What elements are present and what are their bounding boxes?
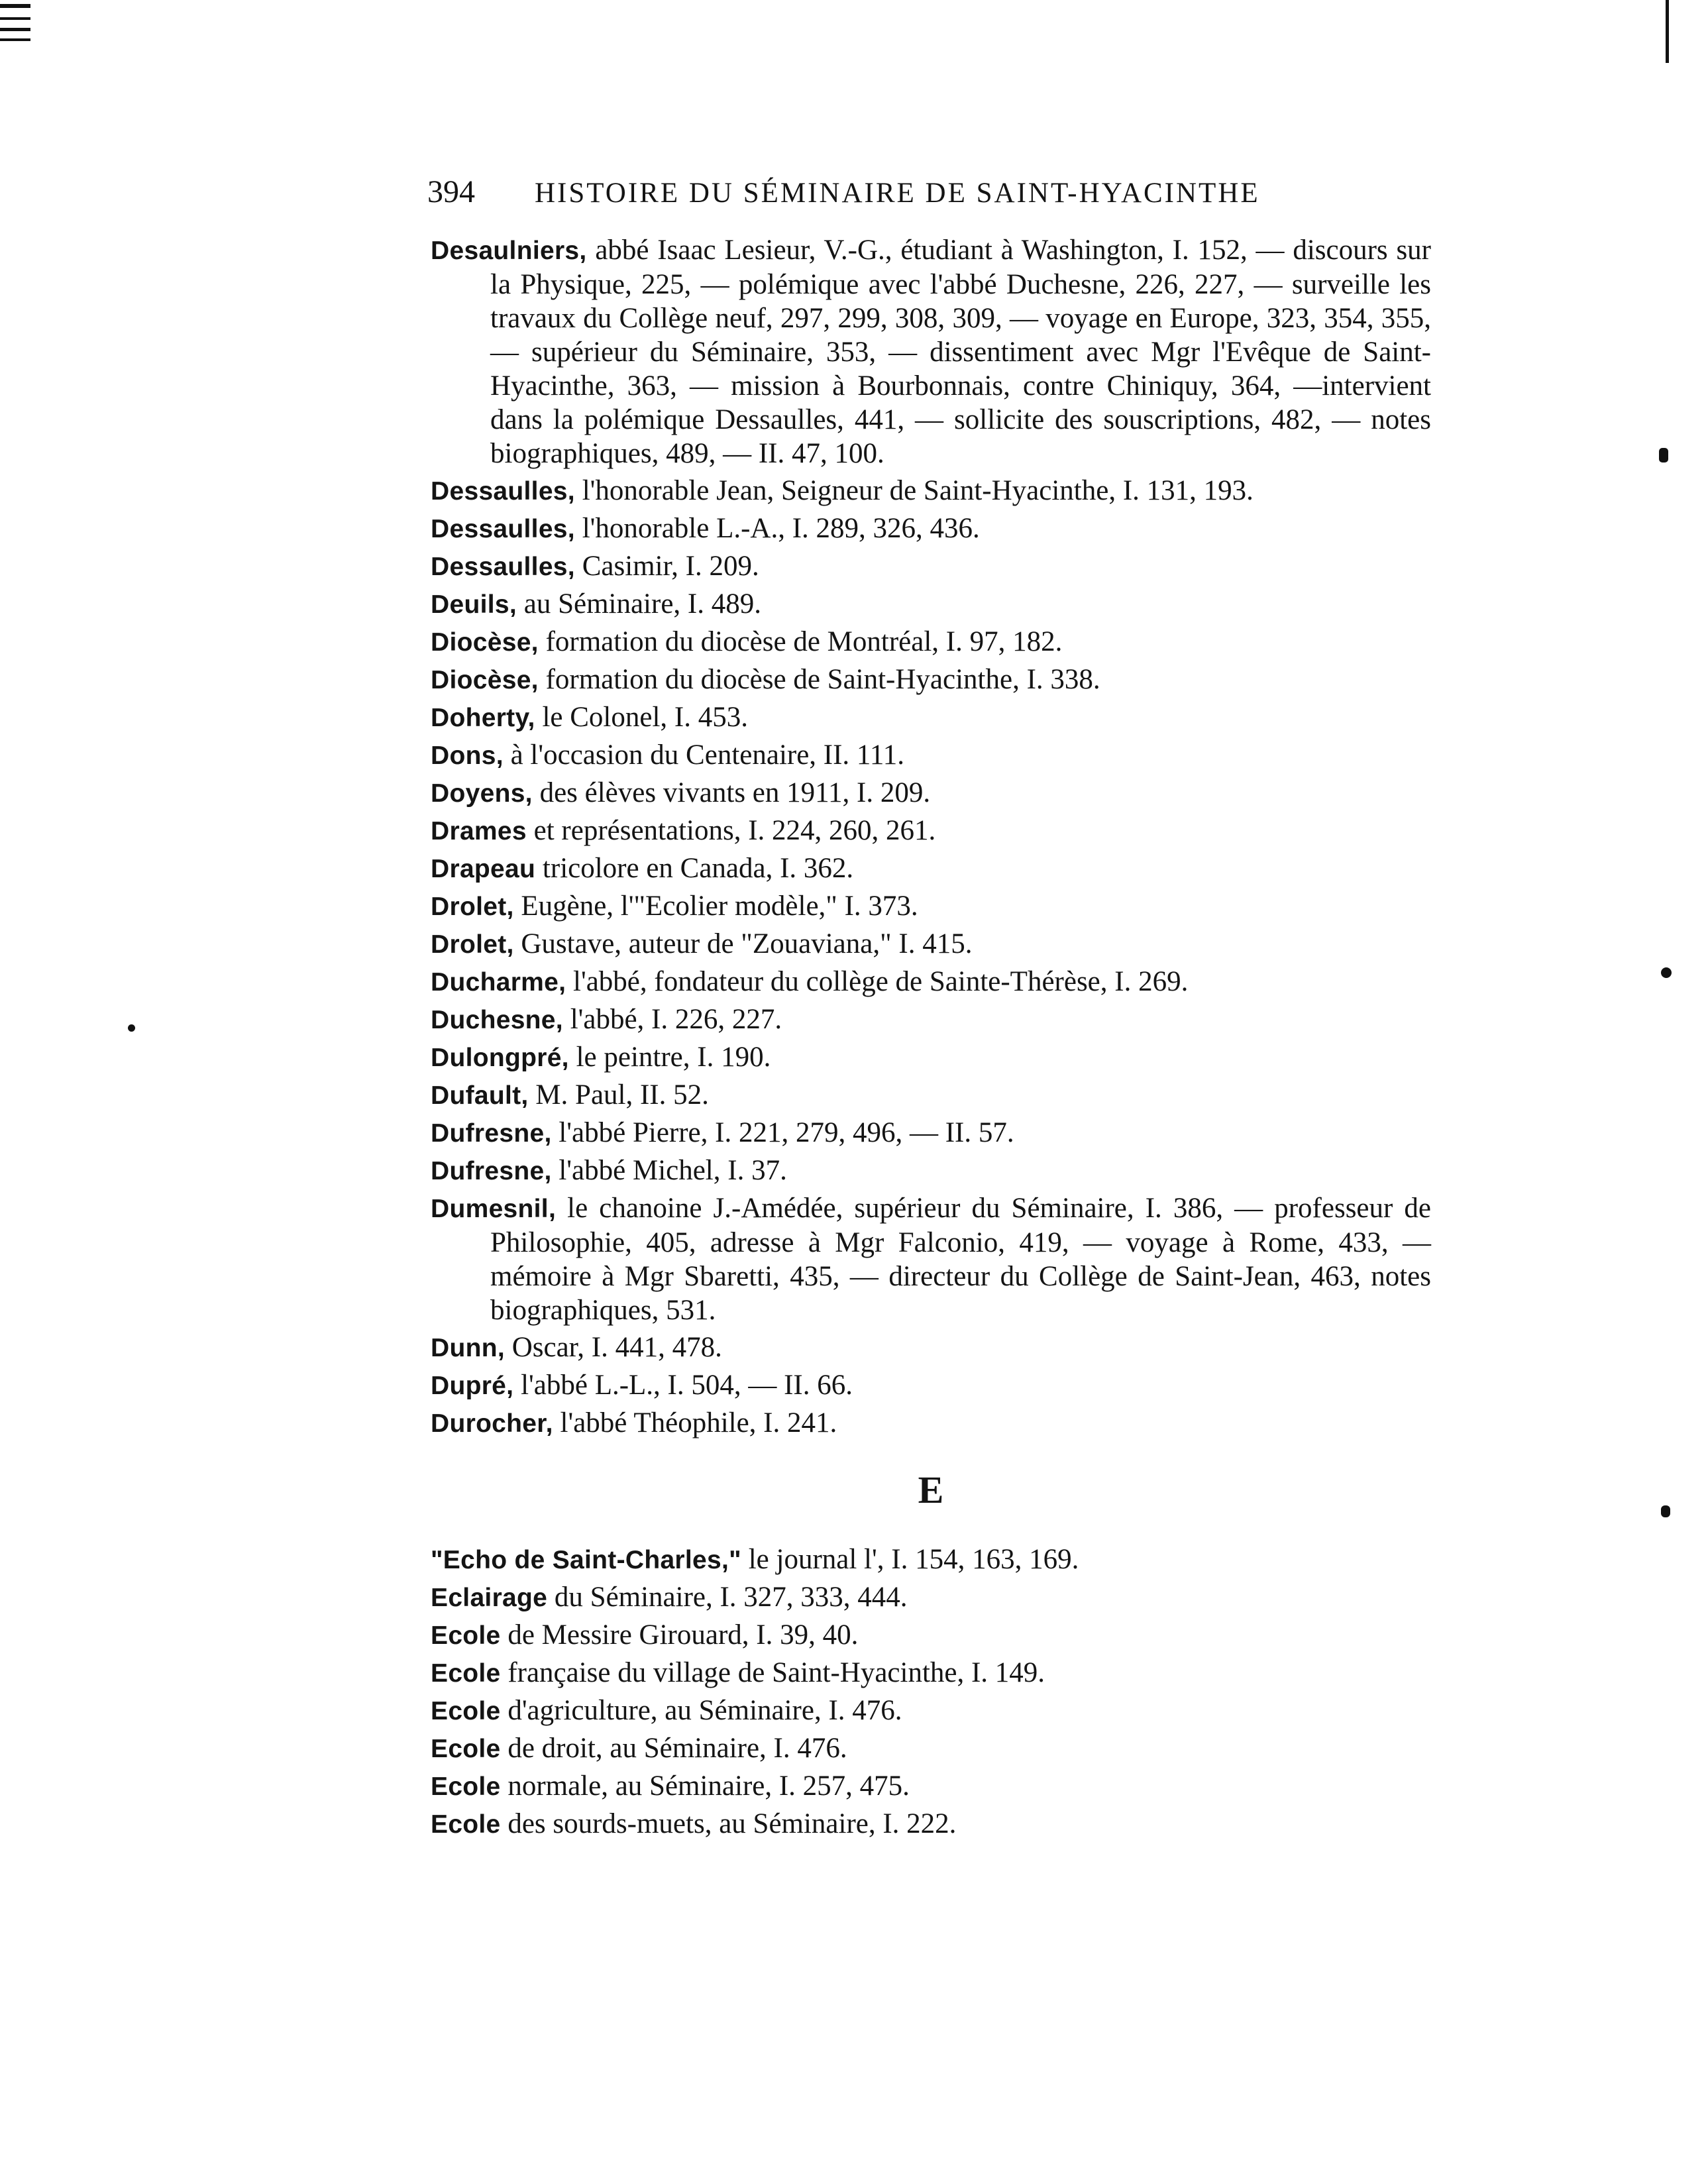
index-term: Dessaulles, [431, 477, 575, 506]
index-entry [431, 1807, 1431, 1841]
index-text: du Séminaire, I. 327, 333, 444. [547, 1582, 908, 1613]
index-entry [431, 927, 1431, 961]
index-term: Doyens, [431, 779, 533, 808]
index-term: Dons, [431, 741, 504, 770]
index-term: Dessaulles, [431, 553, 575, 581]
index-text: et représentations, I. 224, 260, 261. [526, 815, 936, 846]
index-term: Dulongpré, [431, 1044, 569, 1072]
index-term: Drolet, [431, 893, 514, 921]
index-text: l'honorable L.-A., I. 289, 326, 436. [574, 513, 980, 544]
index-term: "Echo de Saint-Charles," [431, 1546, 741, 1574]
index-entry [431, 1731, 1431, 1766]
page-header [427, 174, 1308, 213]
index-entry [431, 889, 1431, 924]
scan-mark-dot-4 [128, 1024, 135, 1032]
index-entry [431, 1154, 1431, 1188]
scan-mark-top-left-3 [0, 28, 30, 31]
index-entry [431, 512, 1431, 546]
index-entry [431, 1406, 1431, 1440]
index-text: abbé Isaac Lesieur, V.-G., étudiant à Washington, I. 152, — discours sur la Physique, 225, — polémique avec l'abbé Duchesne, 226, 227, — surveille les travaux du Collège neuf, 297, 299, 308, 309, — voyage en Europe, 323, 354, 355, — supérieur du Séminaire, 353, — dissentiment avec Mgr l'Evêque de Saint-Hyacinthe, 363, — mission à Bourbonnais, contre Chiniquy, 364, —intervient dans la polémique Dessaulles, 441, — sollicite des souscriptions, 482, — notes biographiques, 489, — II. 47, 100. [490, 235, 1431, 469]
index-term: Duchesne, [431, 1006, 563, 1034]
index-term: Ecole [431, 1772, 501, 1801]
index-term: Ducharme, [431, 968, 566, 997]
index-entry [431, 1191, 1431, 1327]
index-term: Diocèse, [431, 666, 539, 694]
index-text: de Messire Girouard, I. 39, 40. [500, 1619, 859, 1651]
section-letter-heading: E [918, 1468, 944, 1511]
index-term: Dufresne, [431, 1157, 552, 1185]
index-text: l'abbé Michel, I. 37. [551, 1155, 787, 1186]
index-text: Oscar, I. 441, 478. [504, 1332, 722, 1363]
index-entry [431, 1543, 1431, 1577]
index-entry [431, 1656, 1431, 1690]
index-text: de droit, au Séminaire, I. 476. [500, 1733, 847, 1764]
index-entry [431, 474, 1431, 508]
index-entry [431, 625, 1431, 659]
index-term: Eclairage [431, 1584, 548, 1612]
index-entry [431, 965, 1431, 999]
index-term: Dufresne, [431, 1119, 552, 1148]
index-text: française du village de Saint-Hyacinthe, I. 149. [500, 1657, 1045, 1688]
index-text: le chanoine J.-Amédée, supérieur du Séminaire, I. 386, — professeur de Philosophie, 405, adresse à Mgr Falconio, 419, — voyage à Rome, 433, — mémoire à Mgr Sbaretti, 435, — directeur du Collège de Saint-Jean, 463, notes biographiques, 531. [490, 1193, 1431, 1326]
index-entry [431, 1368, 1431, 1403]
index-term: Ecole [431, 1659, 501, 1688]
index-entry [431, 1040, 1431, 1075]
index-text: le journal l', I. 154, 163, 169. [741, 1544, 1079, 1575]
index-text: Gustave, auteur de "Zouaviana," I. 415. [513, 928, 973, 959]
index-text: Eugène, l'"Ecolier modèle," I. 373. [513, 891, 918, 922]
index-entry [431, 776, 1431, 810]
index-text: formation du diocèse de Montréal, I. 97, 182. [538, 626, 1063, 657]
index-entry [431, 233, 1431, 470]
index-entry [431, 700, 1431, 735]
index-text: l'abbé, I. 226, 227. [562, 1004, 782, 1035]
scan-mark-dot-1 [1659, 448, 1668, 462]
index-text: formation du diocèse de Saint-Hyacinthe, I. 338. [538, 664, 1100, 695]
index-term: Dumesnil, [431, 1195, 557, 1223]
index-text: l'abbé, fondateur du collège de Sainte-Thérèse, I. 269. [566, 966, 1189, 997]
index-entry [431, 1330, 1431, 1365]
index-term: Dupré, [431, 1372, 514, 1400]
scan-mark-dot-3 [1661, 1505, 1670, 1517]
index-text: le peintre, I. 190. [568, 1042, 771, 1073]
index-entry [431, 851, 1431, 886]
index-text: au Séminaire, I. 489. [516, 588, 761, 620]
index-text: tricolore en Canada, I. 362. [535, 853, 854, 884]
index-term: Dufault, [431, 1081, 529, 1110]
index-entry [431, 587, 1431, 622]
index-entry [431, 1694, 1431, 1728]
index-term: Desaulniers, [431, 237, 587, 265]
index-entry [431, 549, 1431, 584]
index-entry [431, 1116, 1431, 1150]
scan-mark-top-left-2 [0, 17, 30, 20]
scan-mark-top-left-4 [0, 38, 30, 41]
index-entry [431, 1003, 1431, 1037]
index-text: des élèves vivants en 1911, I. 209. [532, 777, 931, 808]
index-entry [431, 663, 1431, 697]
index-text: normale, au Séminaire, I. 257, 475. [500, 1770, 910, 1802]
index-term: Ecole [431, 1621, 501, 1650]
index-term: Diocèse, [431, 628, 539, 657]
index-term: Ecole [431, 1697, 501, 1725]
running-title: HISTOIRE DU SÉMINAIRE DE SAINT-HYACINTHE [535, 178, 1260, 209]
index-text: d'agriculture, au Séminaire, I. 476. [500, 1695, 902, 1726]
index-section-d [431, 233, 1431, 1444]
index-text: l'abbé Théophile, I. 241. [553, 1407, 837, 1439]
index-term: Dunn, [431, 1334, 505, 1362]
index-entry [431, 1618, 1431, 1653]
index-text: Casimir, I. 209. [574, 551, 759, 582]
index-text: le Colonel, I. 453. [535, 702, 748, 733]
index-section-e [431, 1543, 1431, 1845]
index-term: Deuils, [431, 590, 517, 619]
index-term: Ecole [431, 1810, 501, 1839]
index-entry [431, 1769, 1431, 1804]
scan-mark-top-left [0, 4, 30, 8]
index-text: des sourds-muets, au Séminaire, I. 222. [500, 1808, 957, 1839]
index-entry [431, 814, 1431, 848]
index-term: Ecole [431, 1735, 501, 1763]
index-text: M. Paul, II. 52. [528, 1079, 709, 1111]
index-term: Durocher, [431, 1409, 553, 1438]
index-text: à l'occasion du Centenaire, II. 111. [503, 739, 904, 771]
index-term: Drolet, [431, 930, 514, 959]
index-text: l'abbé L.-L., I. 504, — II. 66. [513, 1370, 853, 1401]
index-text: l'honorable Jean, Seigneur de Saint-Hyacinthe, I. 131, 193. [574, 475, 1254, 506]
index-text: l'abbé Pierre, I. 221, 279, 496, — II. 57. [551, 1117, 1014, 1148]
index-term: Doherty, [431, 704, 535, 732]
index-term: Dessaulles, [431, 515, 575, 543]
scan-mark-dot-2 [1661, 967, 1672, 978]
index-entry [431, 738, 1431, 773]
index-entry [431, 1078, 1431, 1113]
index-entry [431, 1580, 1431, 1615]
index-term: Drames [431, 817, 527, 845]
index-term: Drapeau [431, 855, 536, 883]
scan-mark-right-edge [1666, 0, 1669, 63]
page-number: 394 [427, 174, 475, 209]
